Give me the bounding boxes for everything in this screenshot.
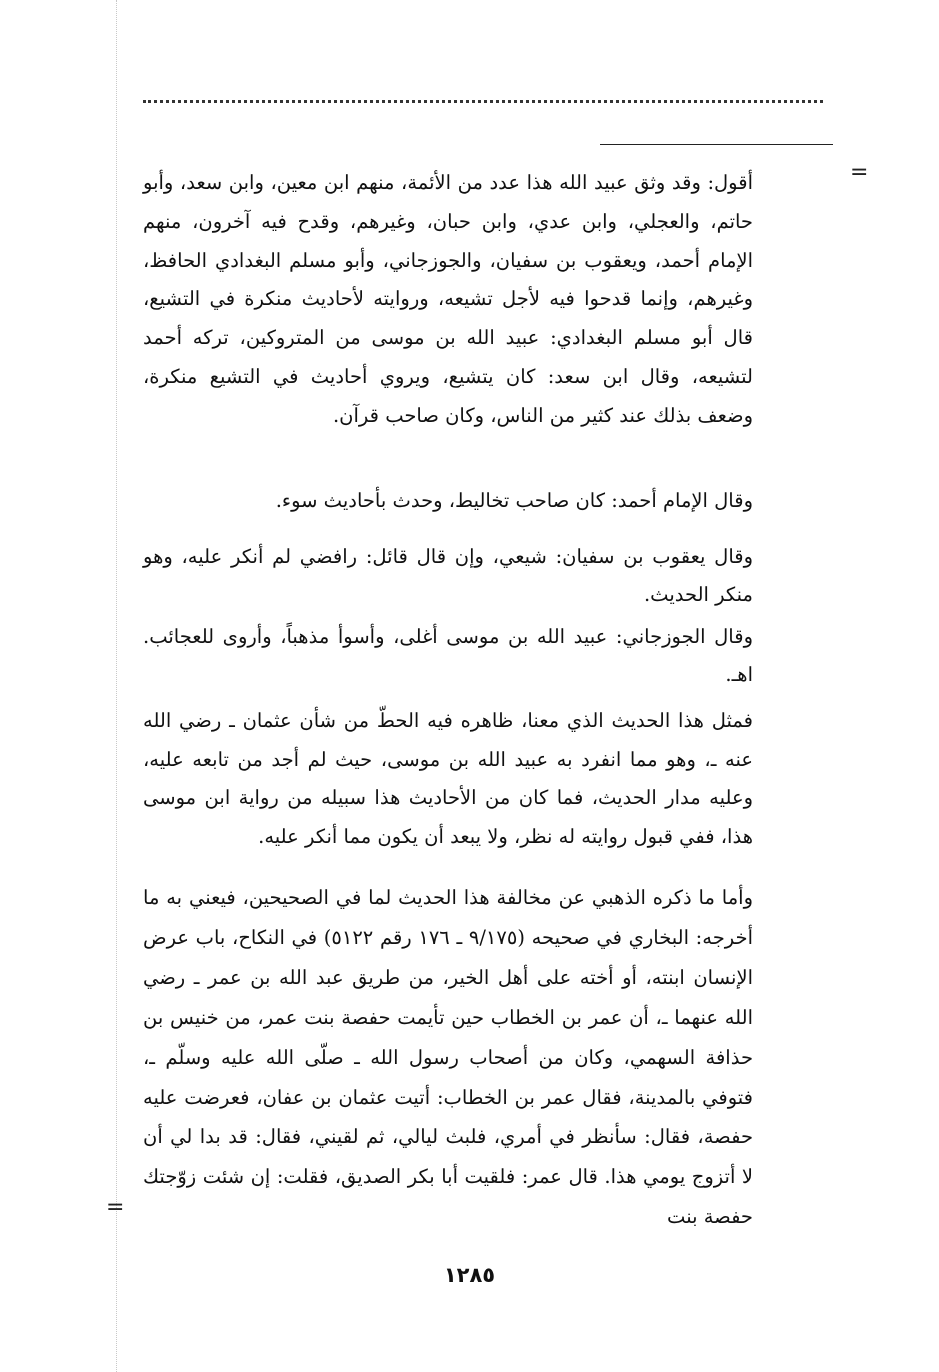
- footnote-block-3: [143, 538, 753, 614]
- left-margin-guide: [116, 0, 117, 1372]
- paragraph: وأما ما ذكره الذهبي عن مخالفة هذا الحديث لما في الصحيحين، فيعني به ما أخرجه: البخاري في صحيحه (٩/١٧٥ ـ ١٧٦ رقم ٥١٢٢) في النكاح، باب عرض الإنسان ابنته، أو أخته على أهل الخير، من طريق عبد الله بن عمر ـ رضي الله عنهما ـ، أن عمر بن الخطاب حين تأيمت حفصة بنت عمر، من خنيس بن حذافة السهمي، وكان من أصحاب رسول الله ـ صلّى الله عليه وسلّم ـ، فتوفي بالمدينة، فقال عمر بن الخطاب: أتيت عثمان بن عفان، فعرضت عليه حفصة، فقال: سأنظر في أمري، فلبث ليالي، ثم لقيني، فقال: قد بدا لي أن لا أتزوج يومي هذا. قال عمر: فلقيت أبا بكر الصديق، فقلت: إن شئت زوّجتك حفصة بنت: [143, 886, 753, 1229]
- paragraph: أقول: وقد وثق عبيد الله هذا عدد من الأئمة، منهم ابن معين، وابن سعد، وأبو حاتم، والعجلي، وابن عدي، وابن حبان، وغيرهم، وقدح فيه آخرون، منهم الإمام أحمد، ويعقوب بن سفيان، والجوزجاني، وأبو مسلم البغدادي الحافظ، وغيرهم، وإنما قدحوا فيه لأجل تشيعه، وروايته لأحاديث منكرة في التشيع، قال أبو مسلم البغدادي: عبيد الله بن موسى من المتروكين، تركه أحمد لتشيعه، وقال ابن سعد: كان يتشيع، ويروي أحاديث في التشيع منكرة، وضعف بذلك عند كثير من الناس، وكان صاحب قرآن.: [143, 171, 753, 427]
- page-number: ١٢٨٥: [443, 1263, 496, 1287]
- continuation-mark-bottom: =: [106, 1195, 125, 1220]
- footnote-block-2: [143, 482, 753, 520]
- paragraph: وقال يعقوب بن سفيان: شيعي، وإن قال قائل: رافضي لم أنكر عليه، وهو منكر الحديث.: [143, 545, 753, 606]
- footnote-block-1: [143, 164, 753, 436]
- footnote-separator-rule: [600, 144, 833, 145]
- header-dotted-rule: [143, 100, 823, 103]
- footnote-block-5: [143, 702, 753, 857]
- footnote-block-6: [143, 878, 753, 1237]
- paragraph: وقال الإمام أحمد: كان صاحب تخاليط، وحدث بأحاديث سوء.: [275, 489, 753, 512]
- paragraph: فمثل هذا الحديث الذي معنا، ظاهره فيه الحطّ من شأن عثمان ـ رضي الله عنه ـ، وهو مما انفرد به عبيد الله بن موسى، حيث لم أجد من تابعه عليه، وعليه مدار الحديث، فما كان من الأحاديث هذا سبيله من رواية ابن موسى هذا، ففي قبول روايته له نظر، ولا يبعد أن يكون مما أنكر عليه.: [143, 709, 753, 849]
- paragraph: وقال الجوزجاني: عبيد الله بن موسى أغلى، وأسوأ مذهباً، وأروى للعجائب. اهـ.: [143, 625, 753, 686]
- continuation-mark-top: =: [850, 160, 869, 185]
- footnote-block-4: [143, 618, 753, 694]
